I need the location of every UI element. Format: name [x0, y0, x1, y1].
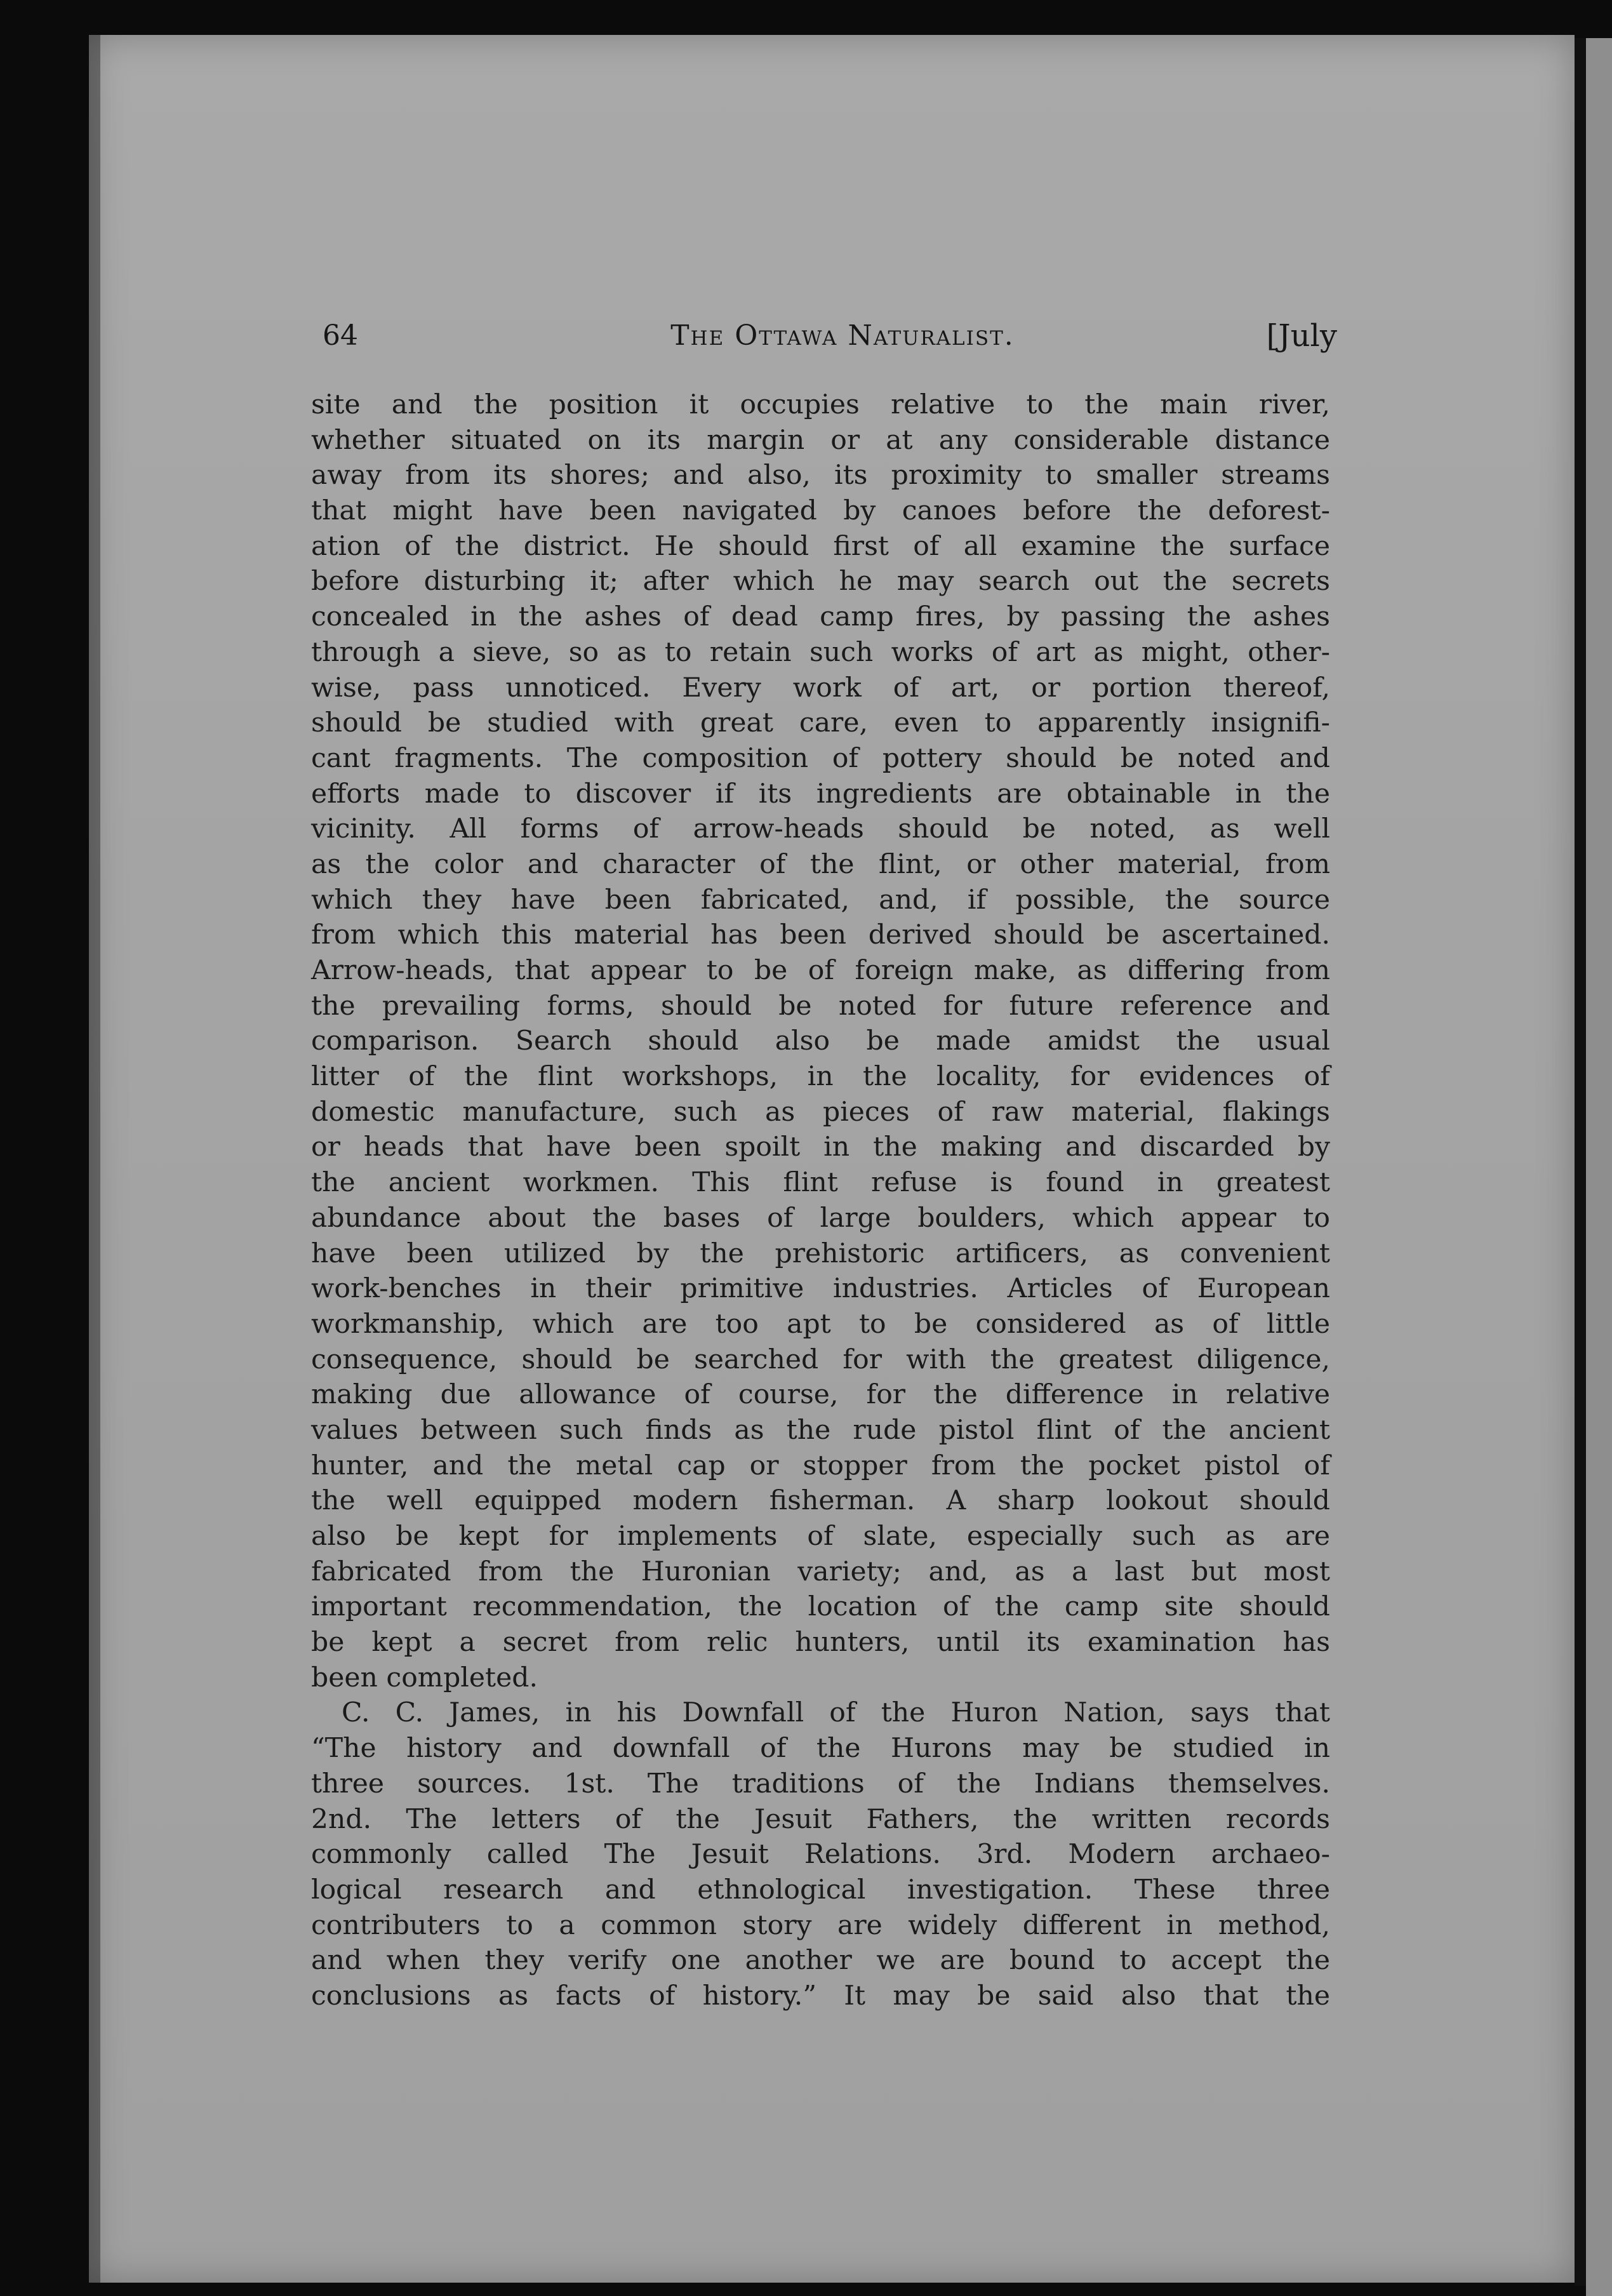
text-line: logical research and ethnological investigation. These three — [311, 1874, 1330, 1906]
page-edge-shadow — [89, 35, 100, 2283]
text-line: or heads that have been spoilt in the making and discarded by — [311, 1131, 1330, 1163]
text-line: wise, pass unnoticed. Every work of art, or portion thereof, — [311, 672, 1330, 704]
text-line: hunter, and the metal cap or stopper from the pocket pistol of — [311, 1450, 1330, 1481]
text-line: important recommendation, the location of the camp site should — [311, 1591, 1330, 1623]
text-line: workmanship, which are too apt to be considered as of little — [311, 1308, 1330, 1340]
text-line: site and the position it occupies relative to the main river, — [311, 389, 1330, 420]
text-line: work-benches in their primitive industries. Articles of European — [311, 1273, 1330, 1305]
paragraph-2 — [311, 1695, 1330, 2013]
text-line: domestic manufacture, such as pieces of raw material, flakings — [311, 1096, 1330, 1128]
binding-edge — [1575, 38, 1586, 2286]
text-line: values between such finds as the rude pistol flint of the ancient — [311, 1414, 1330, 1446]
text-line: litter of the flint workshops, in the locality, for evidences of — [311, 1061, 1330, 1093]
text-line: whether situated on its margin or at any considerable distance — [311, 424, 1330, 456]
text-line: contributers to a common story are widely different in method, — [311, 1909, 1330, 1941]
text-line: the well equipped modern fisherman. A sharp lookout should — [311, 1485, 1330, 1517]
paragraph-1 — [311, 387, 1330, 1695]
text-line: as the color and character of the flint, or other material, from — [311, 848, 1330, 880]
next-page-edge — [1586, 38, 1612, 2296]
text-line: been completed. — [311, 1662, 538, 1693]
text-line: fabricated from the Huronian variety; and, as a last but most — [311, 1556, 1330, 1587]
text-line: abundance about the bases of large boulders, which appear to — [311, 1202, 1330, 1234]
text-line: making due allowance of course, for the difference in relative — [311, 1379, 1330, 1411]
text-line: from which this material has been derived should be ascertained. — [311, 919, 1330, 951]
text-line: be kept a secret from relic hunters, until its examination has — [311, 1627, 1330, 1659]
text-line: 2nd. The letters of the Jesuit Fathers, the written records — [311, 1803, 1330, 1835]
text-line: vicinity. All forms of arrow-heads should be noted, as well — [311, 813, 1330, 845]
journal-title: The Ottawa Naturalist. — [670, 319, 1015, 352]
text-line: commonly called The Jesuit Relations. 3rd. Modern archaeo- — [311, 1839, 1330, 1871]
text-line: the ancient workmen. This flint refuse is found in greatest — [311, 1167, 1330, 1199]
text-line: “The history and downfall of the Hurons may be studied in — [311, 1733, 1330, 1765]
text-line: before disturbing it; after which he may search out the secrets — [311, 566, 1330, 597]
text-line: away from its shores; and also, its proximity to smaller streams — [311, 460, 1330, 491]
text-line: that might have been navigated by canoes before the deforest- — [311, 495, 1330, 527]
text-line: Arrow-heads, that appear to be of foreign make, as differing from — [311, 955, 1330, 986]
text-line: ation of the district. He should first of all examine the surface — [311, 530, 1330, 562]
text-line: also be kept for implements of slate, especially such as are — [311, 1521, 1330, 1552]
text-line: the prevailing forms, should be noted for future reference and — [311, 990, 1330, 1022]
text-line: cant fragments. The composition of pottery should be noted and — [311, 742, 1330, 774]
text-line: have been utilized by the prehistoric artificers, as convenient — [311, 1238, 1330, 1269]
text-line: through a sieve, so as to retain such works of art as might, other- — [311, 636, 1330, 668]
text-line: comparison. Search should also be made amidst the usual — [311, 1025, 1330, 1057]
article-body — [311, 387, 1330, 2014]
text-line: and when they verify one another we are bound to accept the — [311, 1945, 1330, 1977]
text-line: conclusions as facts of history.” It may be said also that the — [311, 1980, 1330, 2012]
issue-date: [July — [1266, 318, 1337, 354]
text-line: efforts made to discover if its ingredients are obtainable in the — [311, 778, 1330, 810]
text-line: which they have been fabricated, and, if possible, the source — [311, 884, 1330, 916]
text-line: concealed in the ashes of dead camp fires, by passing the ashes — [311, 601, 1330, 633]
running-header — [323, 314, 1337, 358]
text-line: consequence, should be searched for with the greatest diligence, — [311, 1344, 1330, 1375]
text-line: should be studied with great care, even to apparently insignifi- — [311, 707, 1330, 739]
page-number: 64 — [323, 319, 358, 352]
text-line: three sources. 1st. The traditions of the Indians themselves. — [311, 1768, 1330, 1799]
text-line: C. C. James, in his Downfall of the Huron Nation, says that — [342, 1697, 1330, 1729]
